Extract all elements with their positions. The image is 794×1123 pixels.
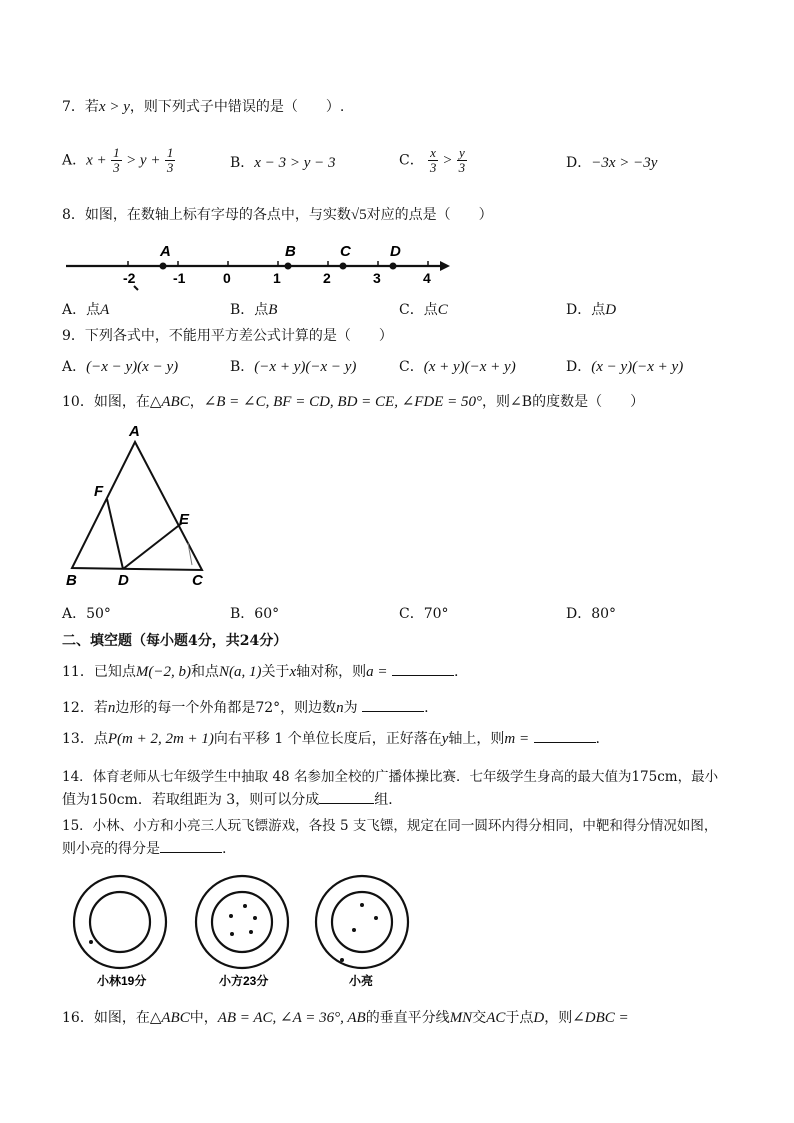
q7-d-expr: −3x > −3y xyxy=(591,155,658,171)
q16-text: 于点 xyxy=(505,1010,534,1026)
q13-var-m: m = xyxy=(504,731,530,747)
option-label: C．点 xyxy=(399,302,438,318)
q13 xyxy=(62,728,600,748)
q12-text: 边形的每一个外角都是72°，则边数 xyxy=(115,700,337,716)
dart-hit xyxy=(340,958,344,962)
q12-var-n: n xyxy=(107,700,116,716)
option-label: B． xyxy=(230,359,255,375)
triangle-figure xyxy=(62,420,222,590)
option-label: A．点 xyxy=(62,302,101,318)
target-outer-ring xyxy=(196,876,288,968)
option-label: C． xyxy=(399,152,424,169)
q9-stem: 9．下列各式中，不能用平方差公式计算的是（ ） xyxy=(62,328,393,344)
q13-text: 向右平移 1 个单位长度后，正好落在 xyxy=(213,731,442,747)
answer-blank[interactable] xyxy=(319,803,374,804)
q14-line2 xyxy=(62,789,402,809)
q9-option-b[interactable] xyxy=(230,356,356,376)
q11-text: 11．已知点 xyxy=(62,664,136,680)
q7-stem-prefix: 7．若 xyxy=(62,99,99,115)
axis-arrow-icon xyxy=(440,261,450,271)
q13-var-y: y xyxy=(441,731,449,747)
tick-label: 2 xyxy=(323,270,331,286)
option-label: B． xyxy=(230,155,255,171)
label-a: A xyxy=(129,423,140,440)
tick-label: 1 xyxy=(273,270,281,286)
q9-option-d[interactable] xyxy=(566,356,683,376)
option-value: C xyxy=(437,302,448,318)
tick-label: 4 xyxy=(423,270,431,286)
q7-option-b[interactable] xyxy=(230,152,335,172)
fraction xyxy=(165,146,176,175)
q11-text: 和点 xyxy=(190,664,219,680)
target-xiaofang xyxy=(196,876,288,988)
q12-text: 12．若 xyxy=(62,700,108,716)
q10-condition: ∠B = ∠C, BF = CD, BD = CE, ∠FDE = 50° xyxy=(203,394,483,410)
target-inner-ring xyxy=(332,892,392,952)
dart-hit xyxy=(249,930,253,934)
q10-stem-prefix: 10．如图，在 xyxy=(62,394,150,410)
label-c: C xyxy=(192,572,203,589)
number-line-figure xyxy=(62,236,462,292)
q11-text: . xyxy=(453,664,459,680)
target-caption: 小亮 xyxy=(349,974,374,988)
label-b: B xyxy=(66,572,77,589)
q16-text: 16．如图，在 xyxy=(62,1010,150,1026)
option-expr: (x − y)(−x + y) xyxy=(591,359,684,375)
fraction-numerator: y xyxy=(458,145,465,160)
point-label: D xyxy=(390,243,401,260)
dart-hit xyxy=(229,914,233,918)
q8-option-a[interactable] xyxy=(62,299,109,319)
answer-blank[interactable] xyxy=(534,742,596,743)
q7-stem-suffix: ，则下列式子中错误的是（ ）. xyxy=(129,99,345,115)
q14-text: 组． xyxy=(374,792,403,808)
fraction xyxy=(457,146,467,175)
section-title: 二、填空题（每小题4分，共24分） xyxy=(62,633,288,649)
option-value: D xyxy=(605,302,617,318)
fraction-numerator: 1 xyxy=(113,145,120,160)
point-d xyxy=(390,263,397,270)
q7-a-mid: > y + xyxy=(126,152,161,169)
point-label: A xyxy=(160,243,171,260)
q10-stem-suffix: ，则∠B的度数是（ ） xyxy=(482,394,645,410)
q11-var-a: a = xyxy=(366,664,388,680)
q12-text: . xyxy=(424,700,429,716)
q11-point-n: N(a, 1) xyxy=(218,664,262,680)
target-caption: 小林19分 xyxy=(97,974,147,988)
q13-text: . xyxy=(595,731,600,747)
q11 xyxy=(62,661,458,681)
option-label: B．点 xyxy=(230,302,269,318)
point-label: B xyxy=(285,243,296,260)
dart-targets-figure xyxy=(62,868,422,998)
q16-angle: ∠DBC = xyxy=(572,1010,629,1026)
q8-sqrt: √5 xyxy=(350,207,367,223)
dart-hit xyxy=(253,916,257,920)
option-value: A xyxy=(100,302,110,318)
fraction xyxy=(428,146,438,175)
q9-option-c[interactable] xyxy=(399,356,516,376)
label-e: E xyxy=(179,511,190,528)
q7-condition: x > y xyxy=(98,99,130,115)
fraction-denominator: 3 xyxy=(113,160,120,175)
q15-line1: 15．小林、小方和小亮三人玩飞镖游戏，各投 5 支飞镖，规定在同一圆环内得分相同，中靶和得分情况如图， xyxy=(62,818,718,834)
q8-option-c[interactable] xyxy=(399,299,448,319)
q14-text: 值为150cm．若取组距为 3，则可以分成 xyxy=(62,792,320,808)
q12 xyxy=(62,697,429,717)
tick-label: 0 xyxy=(223,270,231,286)
target-inner-ring xyxy=(212,892,272,952)
option-expr: (x + y)(−x + y) xyxy=(423,359,516,375)
target-caption: 小方23分 xyxy=(219,974,269,988)
dart-hit xyxy=(352,928,356,932)
q16-text: 交 xyxy=(472,1010,487,1026)
q10-stem-mid: ， xyxy=(189,394,204,410)
dart-hit xyxy=(243,904,247,908)
dart-hit xyxy=(89,940,93,944)
q7-c-gt: > xyxy=(442,152,453,169)
q7-b-expr: x − 3 > y − 3 xyxy=(254,155,336,171)
q16-text: 的垂直平分线 xyxy=(365,1010,450,1026)
q9-option-a[interactable] xyxy=(62,356,178,376)
q13-text: 轴上，则 xyxy=(448,731,505,747)
fraction-numerator: x xyxy=(430,145,436,160)
q14-line1: 14．体育老师从七年级学生中抽取 48 名参加全校的广播体操比赛．七年级学生身高的最大值为175cm，最小 xyxy=(62,769,719,785)
target-xiaolin xyxy=(74,876,166,988)
q10-stem xyxy=(62,391,644,411)
q8-stem-prefix: 8．如图，在数轴上标有字母的各点中，与实数 xyxy=(62,207,351,223)
dart-hit xyxy=(360,903,364,907)
q13-text: 13．点 xyxy=(62,731,108,747)
point-c xyxy=(340,263,347,270)
option-label: D． xyxy=(566,155,592,171)
q13-point-p: P(m + 2, 2m + 1) xyxy=(107,731,214,747)
option-label: D．点 xyxy=(566,302,606,318)
q7-option-a[interactable] xyxy=(62,146,175,175)
segment-fd xyxy=(107,499,123,569)
q8-option-d[interactable] xyxy=(566,299,616,319)
q16-triangle: △ABC xyxy=(149,1010,190,1026)
target-xiaoliang xyxy=(316,876,408,988)
q12-var-n: n xyxy=(336,700,344,716)
tick-label: -1 xyxy=(173,270,186,286)
q16-side-ac: AC xyxy=(486,1010,506,1026)
q11-text: 关于 xyxy=(261,664,290,680)
option-label: A． xyxy=(62,359,87,375)
q15-text: . xyxy=(222,841,227,857)
option-value: B xyxy=(268,302,278,318)
fraction-denominator: 3 xyxy=(429,160,437,175)
q11-var-x: x xyxy=(289,664,297,680)
q7-option-d[interactable] xyxy=(566,152,657,172)
q10-option-b[interactable]: B．60° xyxy=(230,606,280,622)
q7-stem xyxy=(62,96,344,116)
q16-text: 中， xyxy=(189,1010,218,1026)
segment-de xyxy=(123,523,182,569)
q10-option-a[interactable]: A．50° xyxy=(62,606,111,622)
q8-option-b[interactable] xyxy=(230,299,277,319)
option-label: D． xyxy=(566,359,592,375)
answer-blank[interactable] xyxy=(160,852,222,853)
q16-line-mn: MN xyxy=(449,1010,473,1026)
label-f: F xyxy=(94,483,104,500)
point-label: C xyxy=(340,243,351,260)
q7-option-c[interactable] xyxy=(399,146,467,175)
dart-hit xyxy=(374,916,378,920)
q10-option-d[interactable]: D．80° xyxy=(566,606,617,622)
target-inner-ring xyxy=(90,892,150,952)
q10-option-c[interactable]: C．70° xyxy=(399,606,449,622)
q11-text: 轴对称，则 xyxy=(296,664,367,680)
q16 xyxy=(62,1007,629,1027)
fraction-denominator: 3 xyxy=(166,160,174,175)
q10-triangle: △ABC xyxy=(149,394,190,410)
target-outer-ring xyxy=(316,876,408,968)
q11-point-m: M(−2, b) xyxy=(135,664,191,680)
tick-label: -2 xyxy=(123,270,136,286)
q8-stem xyxy=(62,204,493,224)
fraction-numerator: 1 xyxy=(166,145,174,160)
label-d: D xyxy=(118,572,129,589)
point-b xyxy=(285,263,292,270)
dart-hit xyxy=(230,932,234,936)
q15-text: 则小亮的得分是 xyxy=(62,841,160,857)
scan-mark xyxy=(134,286,138,290)
q8-stem-suffix: 对应的点是（ ） xyxy=(366,207,493,223)
answer-blank[interactable] xyxy=(392,675,454,676)
option-expr: (−x − y)(x − y) xyxy=(86,359,179,375)
tick-label: 3 xyxy=(373,270,381,286)
q16-text: ，则 xyxy=(544,1010,573,1026)
fraction xyxy=(111,146,122,175)
option-expr: (−x + y)(−x − y) xyxy=(254,359,357,375)
triangle-abc xyxy=(72,442,202,570)
point-a xyxy=(160,263,167,270)
q7-a-left: x + xyxy=(86,152,107,169)
number-line-ticks xyxy=(123,261,431,286)
target-outer-ring xyxy=(74,876,166,968)
q15-line2 xyxy=(62,838,226,858)
fraction-denominator: 3 xyxy=(458,160,466,175)
option-label: A． xyxy=(62,152,87,169)
answer-blank[interactable] xyxy=(362,711,424,712)
q16-condition: AB = AC, ∠A = 36°, AB xyxy=(217,1010,366,1026)
option-label: C． xyxy=(399,359,424,375)
q16-point-d: D xyxy=(533,1010,545,1026)
q12-text: 为 xyxy=(343,700,358,716)
